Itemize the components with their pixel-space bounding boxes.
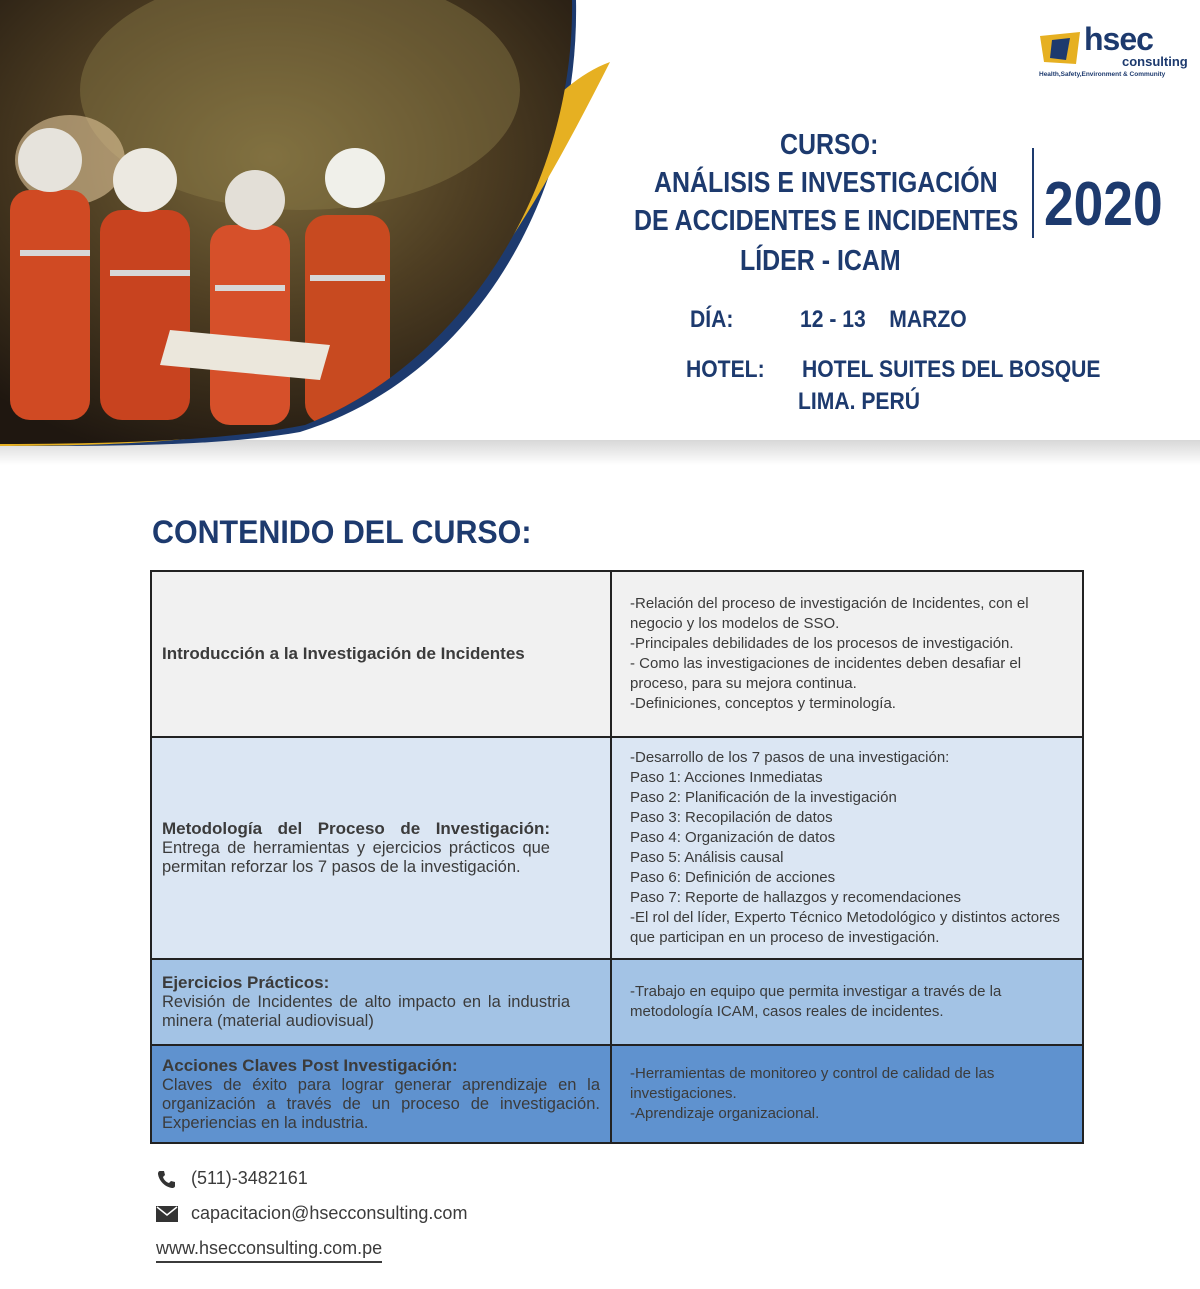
- course-content-table: [150, 570, 1084, 1144]
- logo-tagline: Health,Safety,Environment & Community: [1039, 71, 1166, 78]
- location: LIMA. PERÚ: [798, 388, 921, 415]
- date-label: DÍA:: [690, 306, 734, 333]
- row-description: Claves de éxito para lograr generar aprendizaje en la organización a través de un proceso de investigación. Experiencias en la industria.: [162, 1075, 600, 1132]
- list-item: Paso 2: Planificación de la investigación: [630, 789, 897, 806]
- logo-name: hsec: [1084, 21, 1153, 57]
- email-line: [156, 1203, 467, 1224]
- row-title: Ejercicios Prácticos:: [162, 973, 330, 992]
- logo-sub: consulting: [1122, 54, 1188, 69]
- list-item: Paso 4: Organización de datos: [630, 829, 836, 846]
- phone-line: [156, 1168, 308, 1189]
- list-item: Paso 3: Recopilación de datos: [630, 809, 833, 826]
- table-row: [151, 737, 1083, 959]
- row-details: [611, 737, 1083, 959]
- list-item: -Herramientas de monitoreo y control de calidad de las investigaciones.: [630, 1065, 995, 1102]
- logo-mark: [1038, 30, 1082, 66]
- email-address[interactable]: capacitacion@hsecconsulting.com: [191, 1203, 468, 1223]
- row-details: [611, 959, 1083, 1045]
- row-title: Introducción a la Investigación de Incidentes: [162, 644, 525, 663]
- title-line-1: CURSO:: [780, 129, 879, 161]
- table-row: [151, 959, 1083, 1045]
- row-topic: [151, 571, 611, 737]
- mine-photo: [0, 0, 600, 450]
- list-item: -Definiciones, conceptos y terminología.: [630, 695, 896, 712]
- phone-number: (511)-3482161: [191, 1168, 308, 1188]
- list-item: Paso 7: Reporte de hallazgos y recomendaciones: [630, 889, 962, 906]
- year-divider: [1032, 148, 1034, 238]
- row-topic: [151, 1045, 611, 1143]
- list-item: -Trabajo en equipo que permita investigar a través de la metodología ICAM, casos reales de incidentes.: [630, 983, 1002, 1020]
- row-topic: [151, 737, 611, 959]
- list-item: -Desarrollo de los 7 pasos de una investigación:: [630, 749, 950, 766]
- header-background: [0, 0, 1200, 470]
- list-item: -Aprendizaje organizacional.: [630, 1105, 820, 1122]
- list-item: -Relación del proceso de investigación de Incidentes, con el negocio y los modelos de SSO.: [630, 595, 1029, 632]
- hotel-value: HOTEL SUITES DEL BOSQUE: [802, 356, 1101, 383]
- header-banner: [0, 0, 1200, 445]
- row-topic: [151, 959, 611, 1045]
- list-item: -El rol del líder, Experto Técnico Metodológico y distintos actores que participan en un proceso de investigación.: [630, 909, 1060, 946]
- section-title: CONTENIDO DEL CURSO:: [152, 514, 532, 550]
- table-row: [151, 1045, 1083, 1143]
- course-year: 2020: [1044, 170, 1163, 239]
- list-item: Paso 1: Acciones Inmediatas: [630, 769, 823, 786]
- title-line-4: LÍDER - ICAM: [740, 245, 901, 277]
- list-item: - Como las investigaciones de incidentes deben desafiar el proceso, para su mejora continua.: [630, 655, 1022, 692]
- date-value: 12 - 13 MARZO: [800, 306, 967, 333]
- website-link[interactable]: www.hsecconsulting.com.pe: [156, 1238, 382, 1263]
- row-description: Entrega de herramientas y ejercicios prácticos que permitan reforzar los 7 pasos de la investigación.: [162, 839, 550, 876]
- table-row: [151, 571, 1083, 737]
- list-item: -Principales debilidades de los procesos de investigación.: [630, 635, 1014, 652]
- phone-icon: [156, 1169, 176, 1189]
- mail-icon: [156, 1206, 178, 1222]
- row-description: Revisión de Incidentes de alto impacto en la industria minera (material audiovisual): [162, 993, 570, 1030]
- list-item: Paso 6: Definición de acciones: [630, 869, 836, 886]
- title-line-3: DE ACCIDENTES E INCIDENTES: [634, 205, 1019, 237]
- hotel-label: HOTEL:: [686, 356, 765, 383]
- row-details: [611, 571, 1083, 737]
- hsec-logo: [1038, 21, 1188, 86]
- row-details: [611, 1045, 1083, 1143]
- list-item: Paso 5: Análisis causal: [630, 849, 784, 866]
- row-title: Metodología del Proceso de Investigación:: [162, 819, 550, 838]
- row-title: Acciones Claves Post Investigación:: [162, 1055, 458, 1075]
- title-line-2: ANÁLISIS E INVESTIGACIÓN: [654, 167, 998, 199]
